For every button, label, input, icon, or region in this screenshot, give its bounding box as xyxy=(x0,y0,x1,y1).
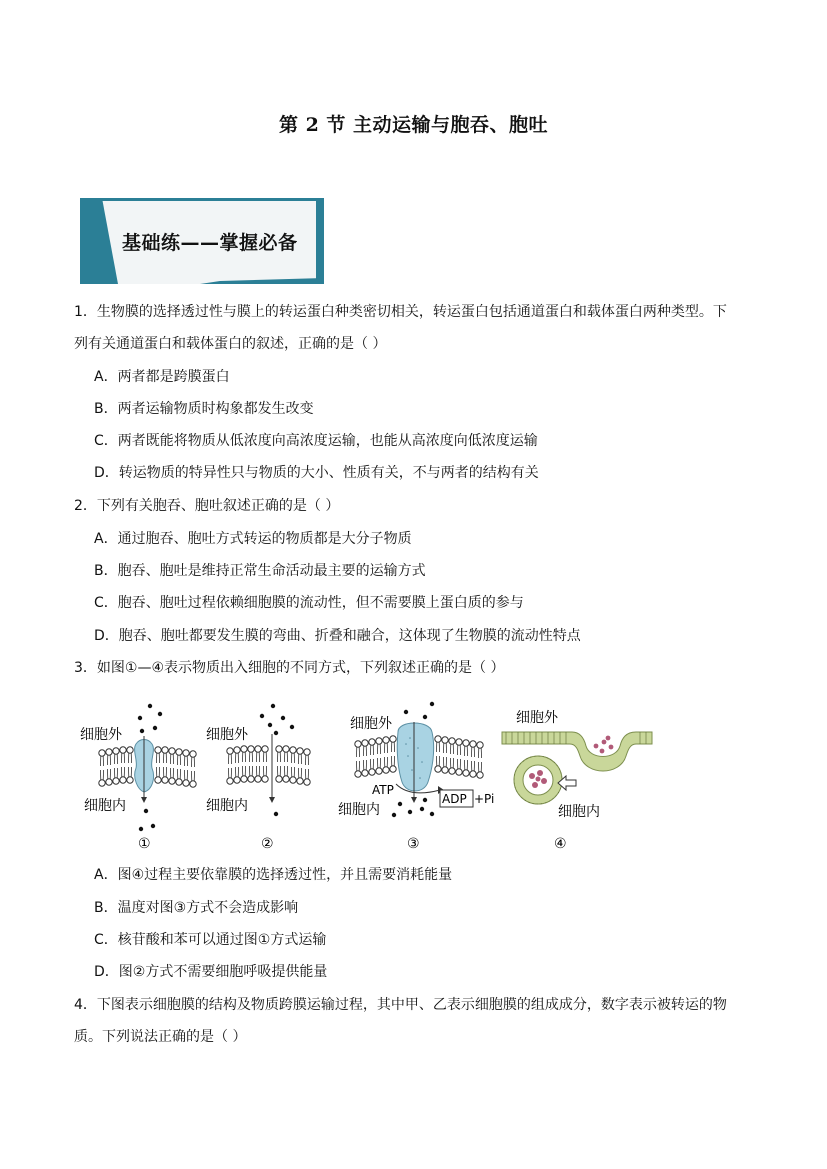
panel-3-adp-label: ADP xyxy=(442,792,467,806)
question-1-stem-line-1: 1．生物膜的选择透过性与膜上的转运蛋白种类密切相关，转运蛋白包括通道蛋白和载体蛋白两种类型。下 xyxy=(74,304,727,320)
question-1-stem-line-2: 列有关通道蛋白和载体蛋白的叙述，正确的是（ ） xyxy=(74,336,387,352)
question-2-option-a: A．通过胞吞、胞吐方式转运的物质都是大分子物质 xyxy=(94,531,412,547)
question-3-option-c: C．核苷酸和苯可以通过图①方式运输 xyxy=(94,932,327,948)
question-2-stem-line-1: 2．下列有关胞吞、胞吐叙述正确的是（ ） xyxy=(74,498,340,514)
panel-2 xyxy=(206,704,310,852)
transport-figure xyxy=(80,698,660,853)
panel-3-pump-protein xyxy=(397,723,433,791)
panel-2-number: ② xyxy=(261,836,274,852)
panel-3 xyxy=(338,702,494,852)
panel-3-number: ③ xyxy=(407,836,420,852)
panel-1-number: ① xyxy=(138,836,151,852)
panel-4 xyxy=(502,710,652,852)
question-4-stem-line-2: 质。下列说法正确的是（ ） xyxy=(74,1029,247,1045)
question-2-option-c: C．胞吞、胞吐过程依赖细胞膜的流动性，但不需要膜上蛋白质的参与 xyxy=(94,595,524,611)
question-4-stem-line-1: 4．下图表示细胞膜的结构及物质跨膜运输过程，其中甲、乙表示细胞膜的组成成分，数字表示被转运的物 xyxy=(74,997,727,1013)
panel-2-outside-label: 细胞外 xyxy=(206,727,248,743)
section-banner xyxy=(80,198,324,284)
section-banner-label: 基础练——掌握必备 xyxy=(122,232,298,254)
panel-4-inside-label: 细胞内 xyxy=(558,804,600,820)
panel-4-outside-label: 细胞外 xyxy=(516,710,558,726)
panel-1-inside-label: 细胞内 xyxy=(84,798,126,814)
panel-2-membrane xyxy=(227,746,310,785)
panel-4-number: ④ xyxy=(554,836,567,852)
question-1-option-b: B．两者运输物质时构象都发生改变 xyxy=(94,401,314,417)
panel-3-pi-label: +Pi xyxy=(474,792,495,806)
question-1-option-a: A．两者都是跨膜蛋白 xyxy=(94,369,230,385)
panel-3-outside-label: 细胞外 xyxy=(350,716,392,732)
panel-3-inside-label: 细胞内 xyxy=(338,802,380,818)
question-3-option-d: D．图②方式不需要细胞呼吸提供能量 xyxy=(94,964,328,980)
question-3-stem-line-1: 3．如图①—④表示物质出入细胞的不同方式，下列叙述正确的是（ ） xyxy=(74,660,505,676)
page-title: 第 2 节 主动运输与胞吞、胞吐 xyxy=(278,114,549,136)
transport-figure-svg xyxy=(80,698,660,853)
question-2-option-b: B．胞吞、胞吐是维持正常生命活动最主要的运输方式 xyxy=(94,563,426,579)
panel-2-molecules xyxy=(260,704,294,816)
question-3-option-b: B．温度对图③方式不会造成影响 xyxy=(94,900,299,916)
panel-3-atp-label: ATP xyxy=(372,783,394,797)
question-1-option-d: D．转运物质的特异性只与物质的大小、性质有关，不与两者的结构有关 xyxy=(94,465,539,481)
question-1-option-c: C．两者既能将物质从低浓度向高浓度运输，也能从高浓度向低浓度运输 xyxy=(94,433,538,449)
panel-2-inside-label: 细胞内 xyxy=(206,798,248,814)
panel-1 xyxy=(80,704,196,852)
panel-1-outside-label: 细胞外 xyxy=(80,727,122,743)
question-2-option-d: D．胞吞、胞吐都要发生膜的弯曲、折叠和融合，这体现了生物膜的流动性特点 xyxy=(94,628,581,644)
question-3-option-a: A．图④过程主要依靠膜的选择透过性，并且需要消耗能量 xyxy=(94,867,453,883)
